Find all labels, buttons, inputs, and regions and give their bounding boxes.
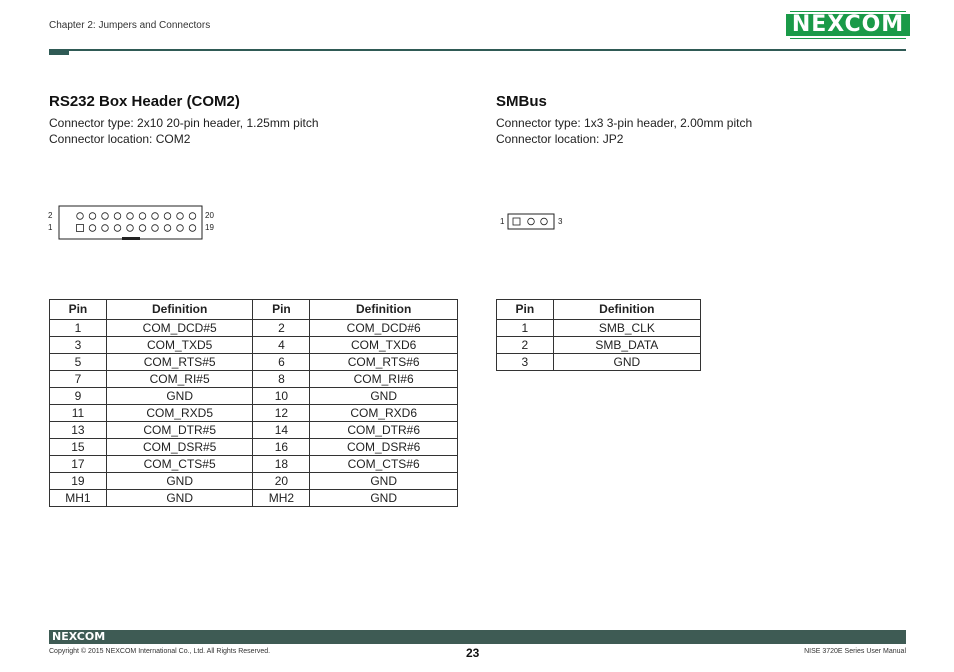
header-pin: Pin — [497, 300, 554, 320]
definition-cell: COM_DTR#5 — [106, 422, 253, 439]
pin-circle — [177, 213, 184, 220]
pin-circle — [127, 225, 134, 232]
definition-cell: COM_RI#6 — [310, 371, 458, 388]
pin-cell: 13 — [50, 422, 107, 439]
manual-title: NISE 3720E Series User Manual — [804, 648, 906, 655]
pin-cell: 18 — [253, 456, 310, 473]
pin-cell: 15 — [50, 439, 107, 456]
pin-circle — [102, 225, 109, 232]
table-row — [50, 473, 458, 490]
pin-cell: MH2 — [253, 490, 310, 507]
pin-circle — [189, 213, 196, 220]
smbus-title: SMBus — [496, 93, 547, 110]
com2-title: RS232 Box Header (COM2) — [49, 93, 240, 110]
definition-cell: SMB_DATA — [553, 337, 700, 354]
definition-cell: COM_CTS#5 — [106, 456, 253, 473]
definition-cell: COM_DCD#5 — [106, 320, 253, 337]
definition-cell: COM_RXD5 — [106, 405, 253, 422]
definition-cell: COM_DSR#6 — [310, 439, 458, 456]
smbus-pin-label-1: 1 — [500, 217, 505, 226]
smbus-pin-table — [496, 299, 701, 371]
definition-cell: COM_RTS#6 — [310, 354, 458, 371]
smbus-location: Connector location: JP2 — [496, 132, 624, 146]
pin-cell: 3 — [50, 337, 107, 354]
header-rule — [49, 49, 906, 51]
pin-circle — [164, 225, 171, 232]
pin-circle — [189, 225, 196, 232]
pin-cell: 2 — [497, 337, 554, 354]
footer-logo: NEXCOM — [52, 630, 106, 643]
table-row — [497, 354, 701, 371]
pin-cell: 11 — [50, 405, 107, 422]
com2-location: Connector location: COM2 — [49, 132, 191, 146]
pin-cell: 2 — [253, 320, 310, 337]
pin-1-square — [77, 225, 84, 232]
pin-circle — [114, 225, 121, 232]
pin-cell: 3 — [497, 354, 554, 371]
definition-cell: COM_TXD6 — [310, 337, 458, 354]
definition-cell: GND — [106, 388, 253, 405]
pin-cell: 14 — [253, 422, 310, 439]
table-row — [497, 337, 701, 354]
table-row — [50, 354, 458, 371]
pin-circle — [77, 213, 84, 220]
header-pin: Pin — [253, 300, 310, 320]
table-header-row — [497, 300, 701, 320]
table-row — [50, 388, 458, 405]
pin-cell: 6 — [253, 354, 310, 371]
pin-circle — [164, 213, 171, 220]
pin-cell: 7 — [50, 371, 107, 388]
table-row — [50, 456, 458, 473]
smbus-header-drawing — [496, 212, 566, 232]
pin-cell: 1 — [50, 320, 107, 337]
pin-cell: 19 — [50, 473, 107, 490]
pin-circle — [114, 213, 121, 220]
nexcom-logo — [790, 11, 906, 39]
pin-cell: 5 — [50, 354, 107, 371]
definition-cell: COM_CTS#6 — [310, 456, 458, 473]
definition-cell: COM_DCD#6 — [310, 320, 458, 337]
pin-circle — [102, 213, 109, 220]
pin-label-1: 1 — [48, 223, 53, 232]
pin-cell: 9 — [50, 388, 107, 405]
table-row — [50, 320, 458, 337]
pin-circle — [139, 213, 146, 220]
definition-cell: GND — [310, 490, 458, 507]
chapter-title: Chapter 2: Jumpers and Connectors — [49, 20, 211, 31]
pin-label-19: 19 — [205, 223, 214, 232]
pin-cell: 10 — [253, 388, 310, 405]
pin-cell: 16 — [253, 439, 310, 456]
header-definition: Definition — [310, 300, 458, 320]
table-row — [50, 371, 458, 388]
pin-cell: 8 — [253, 371, 310, 388]
page-number: 23 — [466, 646, 480, 660]
pin-circle — [89, 213, 96, 220]
definition-cell: COM_TXD5 — [106, 337, 253, 354]
pin-cell: 17 — [50, 456, 107, 473]
com2-header-drawing — [40, 200, 230, 245]
pin-cell: 1 — [497, 320, 554, 337]
table-row — [497, 320, 701, 337]
definition-cell: COM_DTR#6 — [310, 422, 458, 439]
table-row — [50, 337, 458, 354]
copyright: Copyright © 2015 NEXCOM International Co., Ltd. All Rights Reserved. — [49, 648, 271, 655]
pin-label-2: 2 — [48, 211, 53, 220]
definition-cell: GND — [106, 490, 253, 507]
table-row — [50, 439, 458, 456]
definition-cell: GND — [106, 473, 253, 490]
footer-bar — [49, 630, 906, 644]
pin-circle — [127, 213, 134, 220]
definition-cell: COM_RI#5 — [106, 371, 253, 388]
pin-cell: 4 — [253, 337, 310, 354]
header-definition: Definition — [106, 300, 253, 320]
definition-cell: GND — [310, 388, 458, 405]
footer-square-icon — [888, 630, 896, 638]
pin-circle — [177, 225, 184, 232]
pin-circle — [89, 225, 96, 232]
table-row — [50, 405, 458, 422]
pin-circle — [139, 225, 146, 232]
header-definition: Definition — [553, 300, 700, 320]
com2-connector-diagram — [40, 200, 230, 250]
pin-circle — [152, 213, 159, 220]
smbus-connector-diagram — [496, 212, 566, 237]
pin-circle — [152, 225, 159, 232]
pin-cell: 12 — [253, 405, 310, 422]
definition-cell: GND — [310, 473, 458, 490]
com2-pin-table — [49, 299, 458, 507]
definition-cell: COM_RTS#5 — [106, 354, 253, 371]
definition-cell: GND — [553, 354, 700, 371]
com2-type: Connector type: 2x10 20-pin header, 1.25mm pitch — [49, 116, 319, 130]
table-row — [50, 422, 458, 439]
footer-square-icon — [898, 638, 906, 644]
definition-cell: SMB_CLK — [553, 320, 700, 337]
pin-label-20: 20 — [205, 211, 214, 220]
table-header-row — [50, 300, 458, 320]
header-pin: Pin — [50, 300, 107, 320]
definition-cell: COM_RXD6 — [310, 405, 458, 422]
pin-cell: MH1 — [50, 490, 107, 507]
logo-text: NEXCOM — [784, 12, 912, 38]
pin-cell: 20 — [253, 473, 310, 490]
smbus-pin-label-3: 3 — [558, 217, 563, 226]
header-tab — [49, 49, 69, 55]
smbus-type: Connector type: 1x3 3-pin header, 2.00mm pitch — [496, 116, 753, 130]
table-row — [50, 490, 458, 507]
definition-cell: COM_DSR#5 — [106, 439, 253, 456]
